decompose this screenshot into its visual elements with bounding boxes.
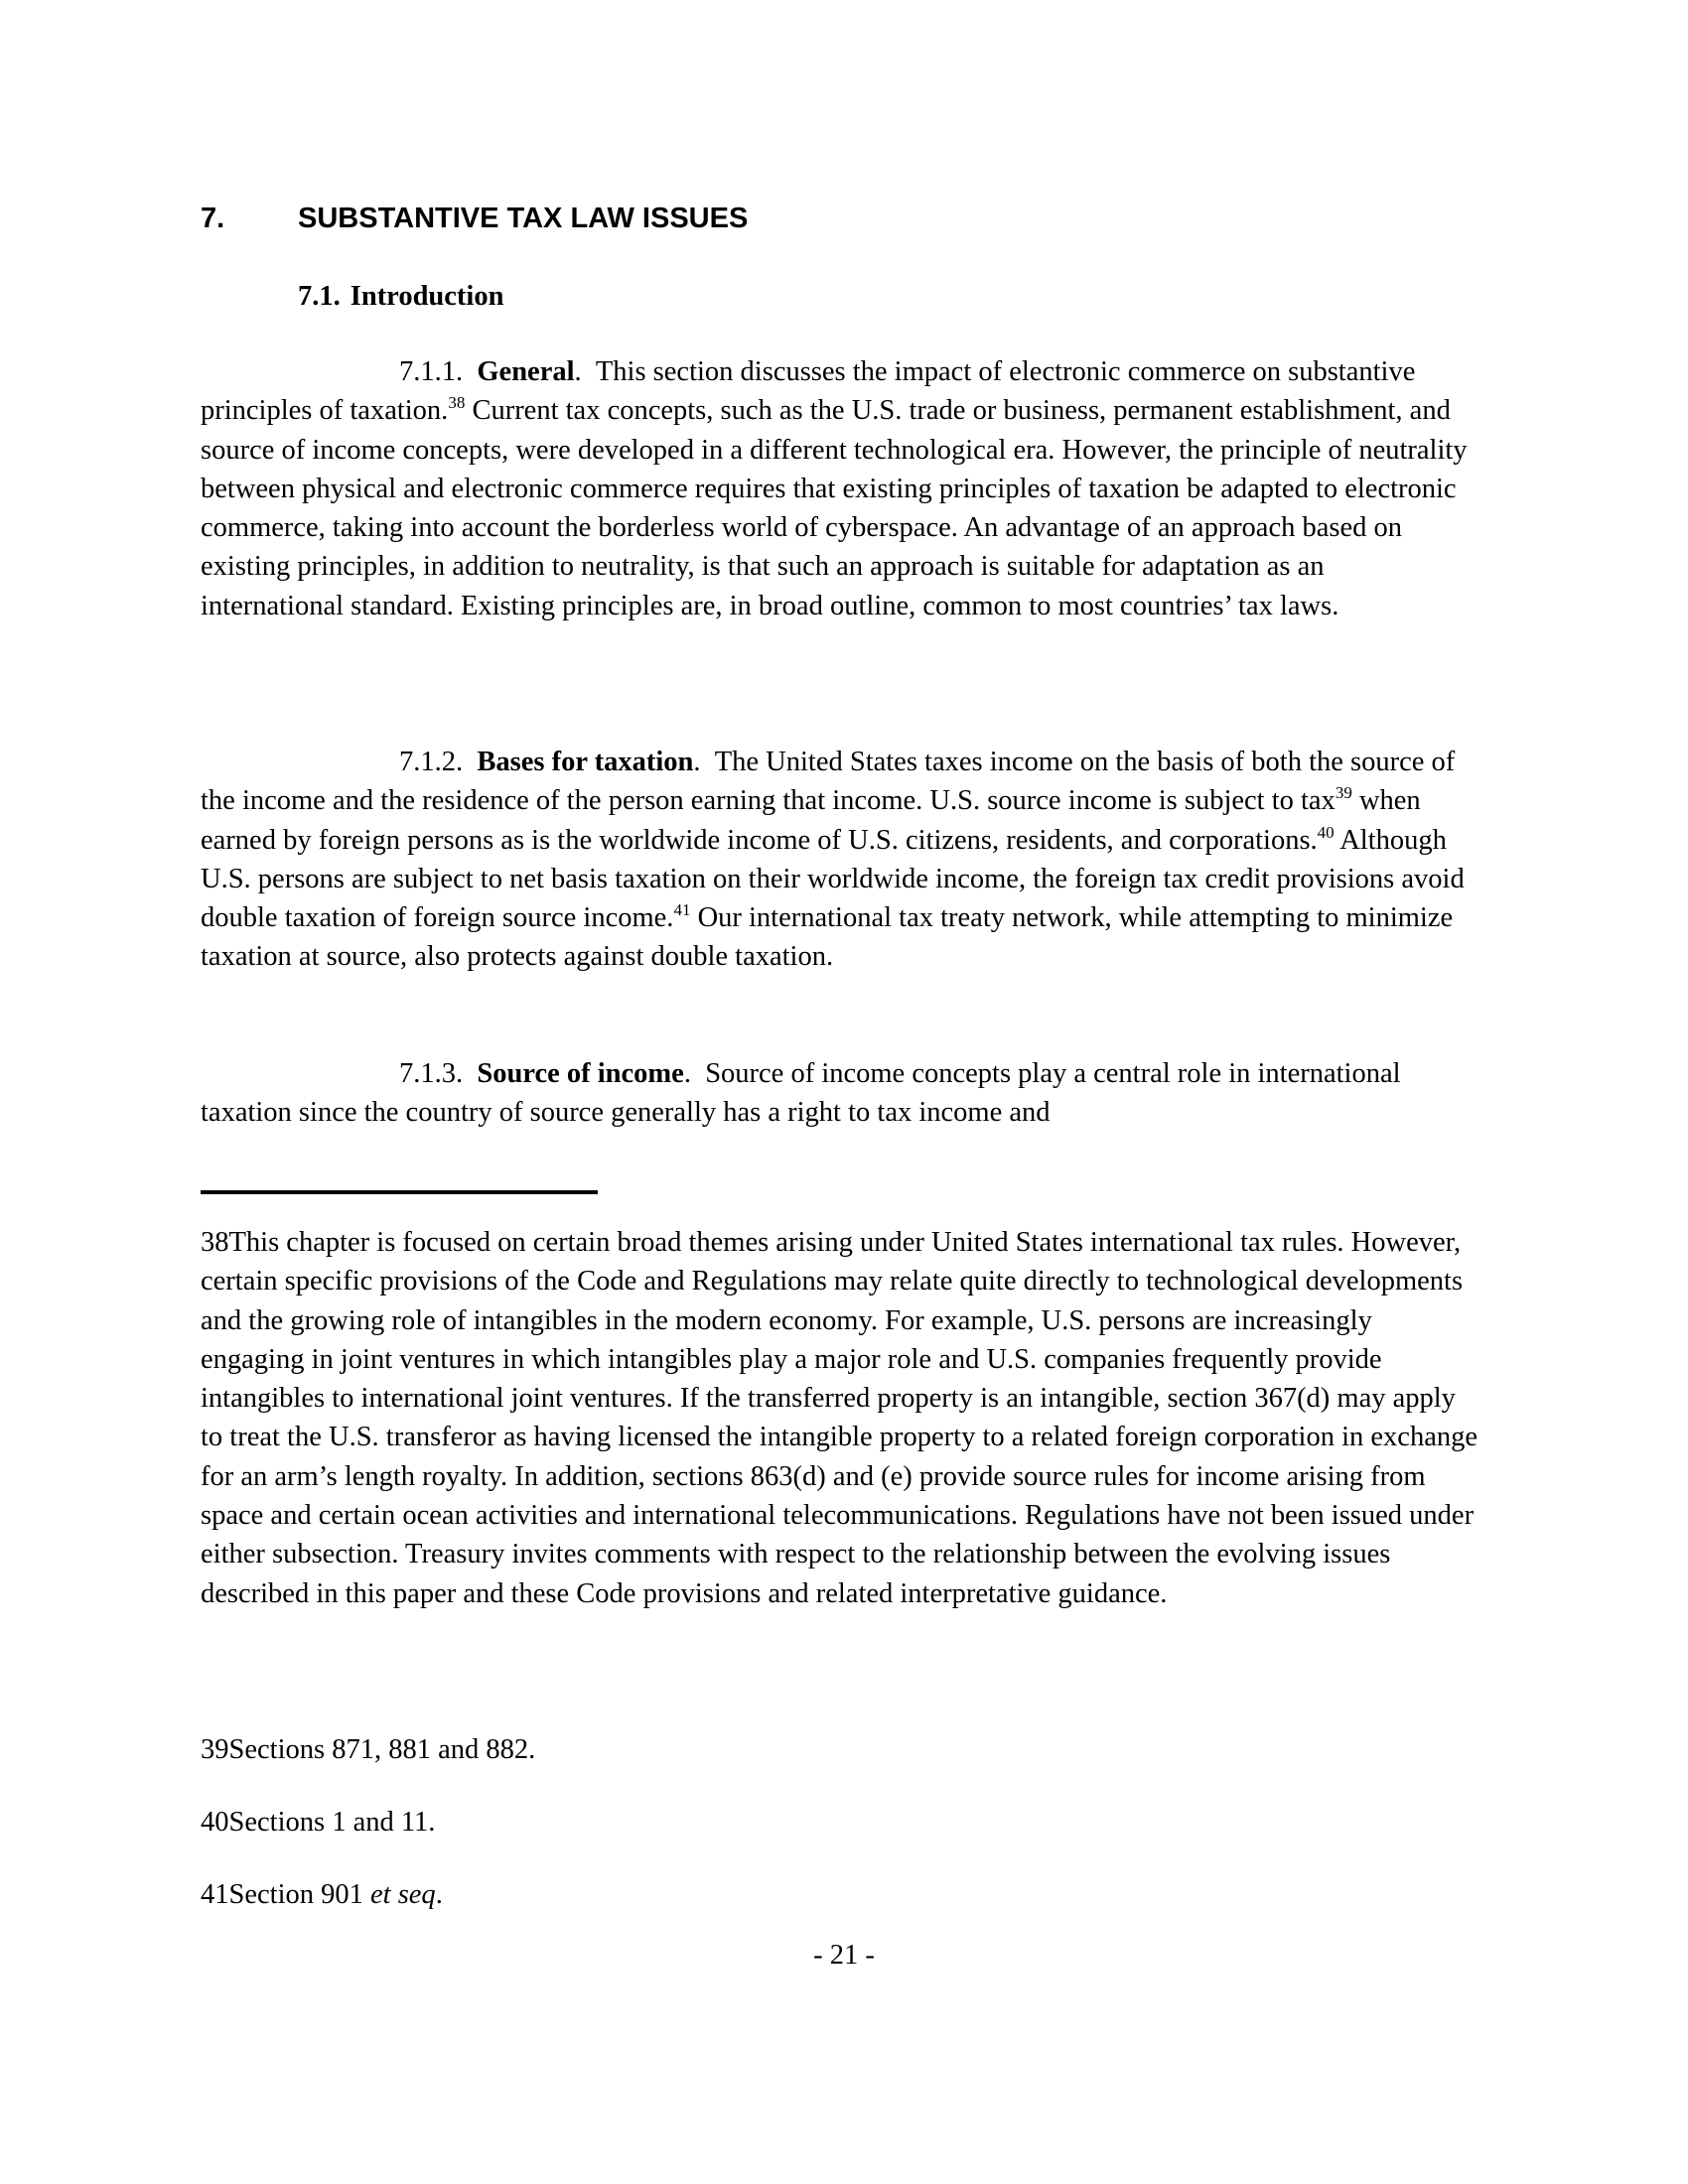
paragraph-title: Bases for taxation: [477, 747, 694, 777]
paragraph-text: The United States taxes income on the basis of both the source of the income and the residence of the person earning that income. U.S. source income is subject to tax: [201, 747, 1456, 817]
footnote-text: Sections 1 and 11.: [228, 1807, 436, 1838]
paragraph-text: Although U.S. persons are subject to net basis taxation on their worldwide income, the foreign tax credit provisions avoid double taxation of foreign source income.: [201, 824, 1465, 934]
footnote-38: [201, 1223, 1481, 1613]
paragraph-title: General: [477, 356, 575, 387]
paragraph-title: Source of income: [477, 1058, 684, 1089]
footnote-ref-40[interactable]: 40: [1317, 822, 1335, 842]
paragraph-text: Current tax concepts, such as the U.S. trade or business, permanent establishment, and source of income concepts, were developed in a different technological era. However, the principle of neutrality between physical and electronic commerce requires that existing principles of taxation be adapted to electronic commerce, taking into account the borderless world of cyberspace. An advantage of an approach based on existing principles, in addition to neutrality, is that such an approach is suitable for adaptation as an international standard. Existing principles are, in broad outline, common to most countries’ tax laws.: [201, 395, 1468, 621]
paragraph-bases-for-taxation: 7.1.2. Bases for taxation. The United States taxes income on the basis of both the source of the income and the residence of the person earning that income. U.S. source income is subject to tax$^{39}$ when earned by foreign persons as is the worldwide income of U.S. citizens, residents, and corporations.$^{40}$ Although U.S. persons are subject to net basis taxation on their worldwide income, the foreign tax credit provisions avoid double taxation of foreign source income.$^{41}$ Our international tax treaty network, while attempting to minimize taxation at source, also protects against double taxation.: [201, 747, 1465, 973]
footnote-ref-38[interactable]: 38: [448, 393, 466, 413]
footnote-text: This chapter is focused on certain broad themes arising under United States international tax rules. However, certain specific provisions of the Code and Regulations may relate quite directly to technological developments and the growing role of intangibles in the modern economy. For example, U.S. persons are increasingly engaging in joint ventures in which intangibles play a major role and U.S. companies frequently provide intangibles to international joint ventures. If the transferred property is an intangible, section 367(d) may apply to treat the U.S. transferor as having licensed the intangible property to a related foreign corporation in exchange for an arm’s length royalty. In addition, sections 863(d) and (e) provide source rules for income arising from space and certain ocean activities and international telecommunications. Regulations have not been issued under either subsection. Treasury invites comments with respect to the relationship between the evolving issues described in this paper and these Code provisions and related interpretative guidance.: [201, 1227, 1477, 1609]
footnote-ref-41[interactable]: 41: [673, 900, 691, 920]
subsection-heading: [298, 277, 503, 316]
footnote-39: [201, 1730, 1481, 1769]
paragraph-number: 7.1.1.: [399, 356, 464, 387]
section-title: SUBSTANTIVE TAX LAW ISSUES: [298, 203, 749, 234]
footnote-number: 38: [201, 1227, 229, 1258]
footnote-ref-39[interactable]: 39: [1335, 783, 1352, 803]
footnote-number: 39: [201, 1734, 229, 1765]
paragraph-source-of-income: 7.1.3. Source of income. Source of income concepts play a central role in international taxation since the country of source generally has a right to tax income and: [201, 1058, 1401, 1129]
paragraph-number: 7.1.2.: [399, 747, 464, 777]
footnote-number: 41: [201, 1879, 229, 1910]
footnote-separator: [201, 1190, 598, 1194]
paragraph-text: This section discusses the impact of electronic commerce on substantive principles of taxation.: [201, 356, 1416, 427]
footnote-40: [201, 1803, 1481, 1842]
footnote-41: [201, 1875, 1481, 1914]
section-number: 7.: [201, 203, 225, 234]
paragraph-text: when earned by foreign persons as is the worldwide income of U.S. citizens, residents, and corporations.: [201, 785, 1421, 856]
paragraph-general: 7.1.1. General. This section discusses the impact of electronic commerce on substantive principles of taxation.$^{38}$ Current tax concepts, such as the U.S. trade or business, permanent establishment, and source of income concepts, were developed in a different technological era. However, the principle of neutrality between physical and electronic commerce requires that existing principles of taxation be adapted to electronic commerce, taking into account the borderless world of cyberspace. An advantage of an approach based on existing principles, in addition to neutrality, is that such an approach is suitable for adaptation as an international standard. Existing principles are, in broad outline, common to most countries’ tax laws.: [201, 356, 1468, 621]
page-number: - 21 -: [813, 1940, 875, 1971]
footnote-number: 40: [201, 1807, 229, 1838]
subsection-number: 7.1.: [298, 281, 341, 312]
subsection-title: Introduction: [350, 281, 504, 312]
paragraph-text: Source of income concepts play a central role in international taxation since the country of source generally has a right to tax income and: [201, 1058, 1401, 1129]
footnote-text: Section 901: [228, 1879, 370, 1910]
paragraph-number: 7.1.3.: [399, 1058, 464, 1089]
paragraph-text: Our international tax treaty network, while attempting to minimize taxation at source, also protects against double taxation.: [201, 902, 1454, 973]
footnote-italic-text: et seq: [370, 1879, 436, 1910]
section-heading: [201, 199, 748, 238]
footnote-text: Sections 871, 881 and 882.: [228, 1734, 536, 1765]
footnote-text-end: .: [435, 1879, 443, 1910]
